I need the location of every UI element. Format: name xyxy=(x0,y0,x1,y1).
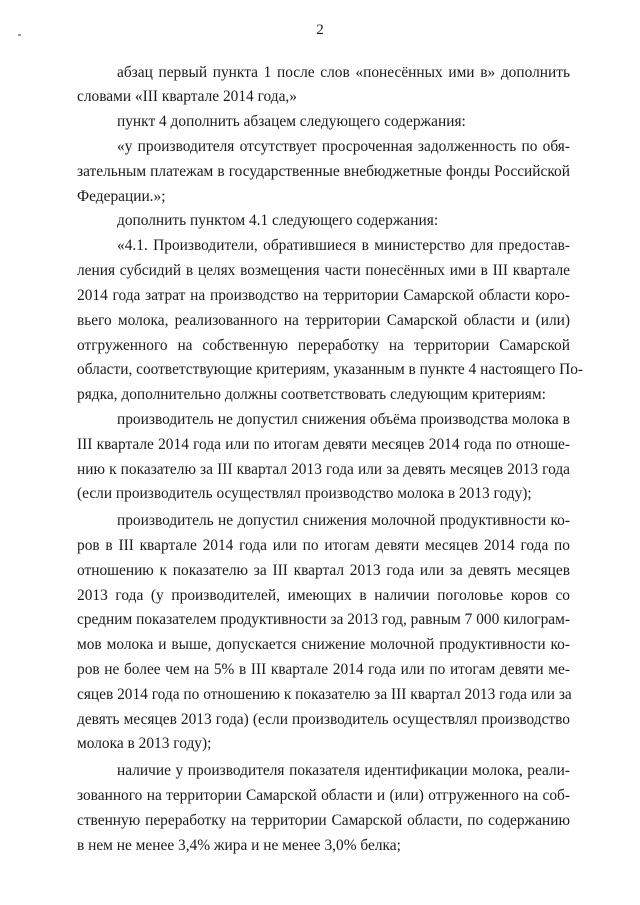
text-line: 2013 года (у производителей, имеющих в наличии поголовье коров со xyxy=(77,587,570,604)
text-line: девять месяцев 2013 года) (если производитель осуществлял производство xyxy=(77,711,570,728)
text-line: мов молока и выше, допускается снижение молочной продуктивности ко- xyxy=(77,636,570,653)
text-line: ственную переработку на территории Самарской области, по содержанию xyxy=(77,812,570,829)
text-line: производитель не допустил снижения молочной продуктивности ко- xyxy=(117,512,570,529)
text-line: зованного на территории Самарской области и (или) отгруженного на соб- xyxy=(77,787,570,804)
text-line: дополнить пунктом 4.1 следующего содержания: xyxy=(117,212,439,229)
text-line: Федерации.»; xyxy=(77,188,166,205)
text-line: III квартале 2014 года или по итогам девяти месяцев 2014 года по отноше- xyxy=(77,436,570,453)
text-line: отгруженного на собственную переработку на территории Самарской xyxy=(77,337,570,354)
text-line: словами «III квартале 2014 года,» xyxy=(77,88,297,105)
text-line: наличие у производителя показателя идентификации молока, реали- xyxy=(117,762,570,779)
text-line: нию к показателю за III квартал 2013 года или за девять месяцев 2013 года xyxy=(77,461,570,478)
text-line: «4.1. Производители, обратившиеся в министерство для предостав- xyxy=(117,237,570,254)
text-line: ления субсидий в целях возмещения части понесённых ими в III квартале xyxy=(77,262,570,279)
text-line: ров не более чем на 5% в III квартале 2014 года или по итогам девяти ме- xyxy=(77,661,570,678)
text-line: пункт 4 дополнить абзацем следующего содержания: xyxy=(117,113,466,130)
text-line: вьего молока, реализованного на территории Самарской области и (или) xyxy=(77,312,570,329)
text-line: ров в III квартале 2014 года или по итогам девяти месяцев 2014 года по xyxy=(77,537,570,554)
text-line: отношению к показателю за III квартал 2013 года или за девять месяцев xyxy=(77,562,570,579)
text-line: 2014 года затрат на производство на территории Самарской области коро- xyxy=(77,287,570,304)
text-line: средним показателем продуктивности за 2013 год, равным 7 000 килограм- xyxy=(77,611,570,628)
text-line: (если производитель осуществлял производство молока в 2013 году); xyxy=(77,485,532,502)
text-line: молока в 2013 году); xyxy=(77,735,212,752)
text-line: рядка, дополнительно должны соответствовать следующим критериям: xyxy=(77,386,546,403)
text-line: «у производителя отсутствует просроченная задолженность по обя- xyxy=(117,138,570,155)
text-line: производитель не допустил снижения объёма производства молока в xyxy=(117,411,570,428)
text-line: абзац первый пункта 1 после слов «понесённых ими в» дополнить xyxy=(117,64,570,81)
page-number: 2 xyxy=(316,22,324,38)
text-line: в нем не менее 3,4% жира и не менее 3,0% белка; xyxy=(77,837,401,854)
text-line: зательным платежам в государственные внебюджетные фонды Российской xyxy=(77,163,570,180)
text-line: области, соответствующие критериям, указанным в пункте 4 настоящего По- xyxy=(77,361,584,378)
text-line: сяцев 2014 года по отношению к показателю за III квартал 2013 года или за xyxy=(77,686,572,703)
